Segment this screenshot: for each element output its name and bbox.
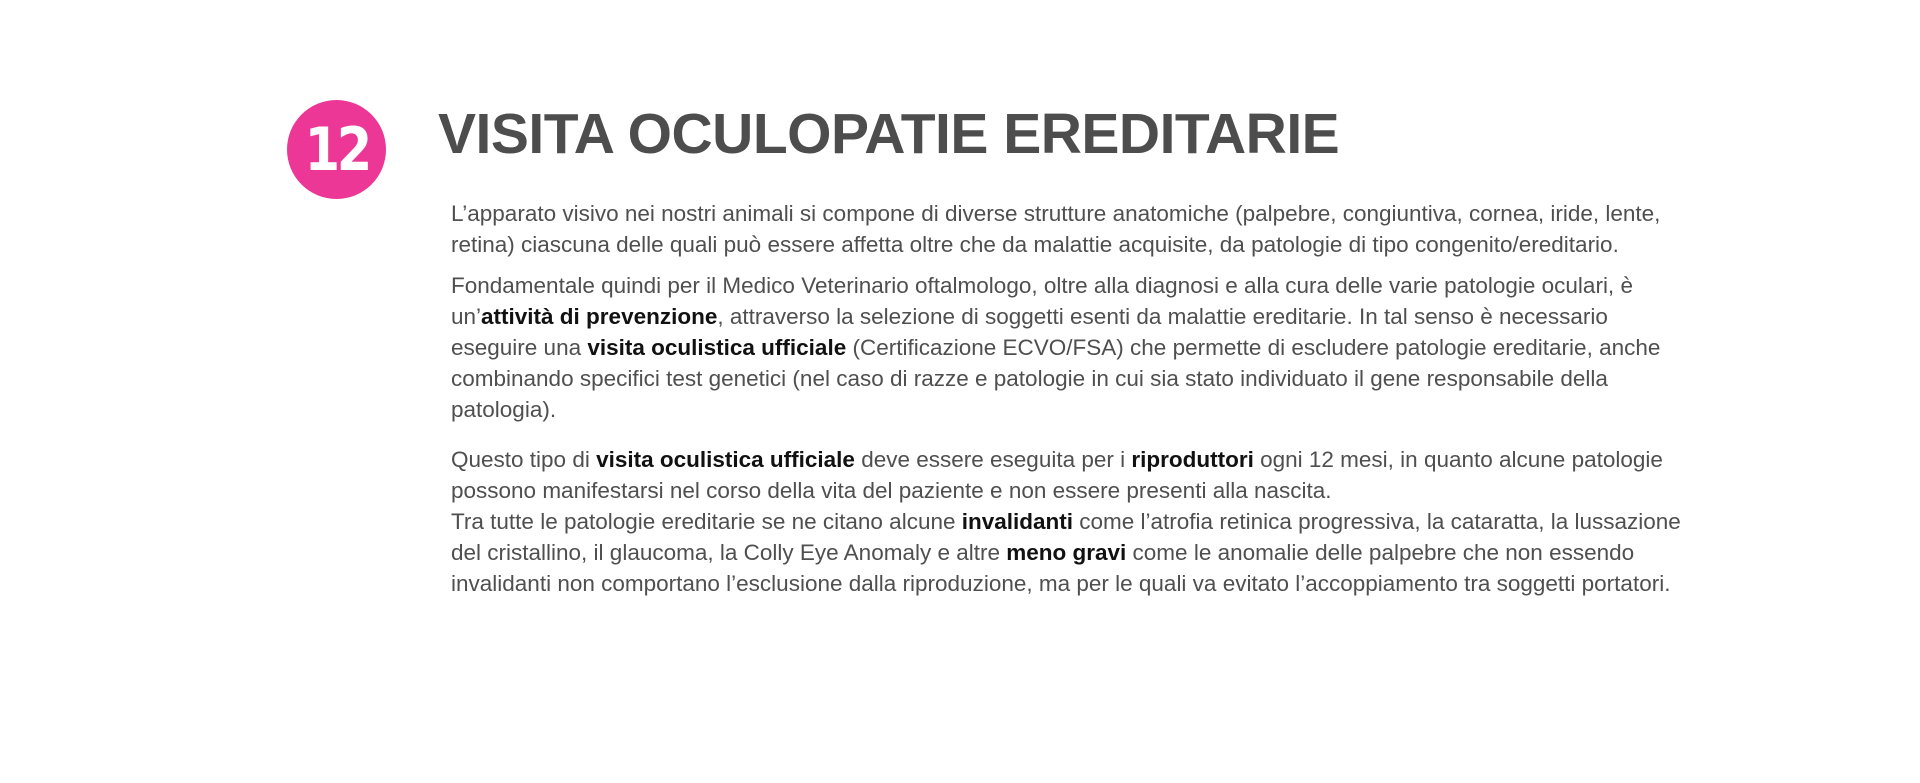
- page-title: VISITA OCULOPATIE EREDITARIE: [438, 102, 1340, 166]
- section-body: [451, 198, 1681, 599]
- paragraph-text: (Certificazione ECVO/FSA) che permette di escludere patologie ereditarie, anche combinando specifici test genetici (nel caso di razze e patologie in cui sia stato individuato il gene responsabile della patologia).: [451, 335, 1661, 422]
- paragraph-intro: L’apparato visivo nei nostri animali si compone di diverse strutture anatomiche (palpebre, congiuntiva, cornea, iride, lente, retina) ciascuna delle quali può essere affetta oltre che da malattie acquisite, da patologie di tipo congenito/ereditario.: [451, 201, 1661, 257]
- paragraph-text: ogni 12 mesi, in quanto alcune patologie possono manifestarsi nel corso della vita del paziente e non essere presenti alla nascita.: [451, 447, 1663, 503]
- paragraph-text: come l’atrofia retinica progressiva, la cataratta, la lussazione del cristallino, il glaucoma, la Colly Eye Anomaly e altre: [451, 509, 1681, 565]
- emphasis-disabling: invalidanti: [961, 509, 1074, 534]
- paragraph-text: Questo tipo di: [451, 447, 597, 472]
- paragraph-prevention: [451, 270, 1681, 425]
- paragraph-text: , attraverso la selezione di soggetti esenti da malattie ereditarie. In tal senso è necessario eseguire una: [451, 304, 1608, 360]
- paragraph-text: deve essere eseguita per i: [854, 447, 1132, 472]
- emphasis-breeders: riproduttori: [1131, 447, 1254, 472]
- paragraph-text: Fondamentale quindi per il Medico Veterinario oftalmologo, oltre alla diagnosi e alla cura delle varie patologie oculari, è un’: [451, 273, 1633, 329]
- emphasis-official-visit: visita oculistica ufficiale: [587, 335, 847, 360]
- paragraph-breeders: [451, 444, 1681, 506]
- emphasis-official-visit: visita oculistica ufficiale: [596, 447, 855, 472]
- emphasis-prevention: attività di prevenzione: [481, 304, 718, 329]
- paragraph-text: Tra tutte le patologie ereditarie se ne citano alcune: [451, 509, 962, 534]
- paragraph-text: come le anomalie delle palpebre che non essendo invalidanti non comportano l’esclusione dalla riproduzione, ma per le quali va evitato l’accoppiamento tra soggetti portatori.: [451, 540, 1671, 596]
- emphasis-less-severe: meno gravi: [1006, 540, 1127, 565]
- paragraph-pathologies: [451, 506, 1681, 599]
- section-number-badge: [287, 100, 386, 199]
- section-number: 12: [304, 114, 369, 185]
